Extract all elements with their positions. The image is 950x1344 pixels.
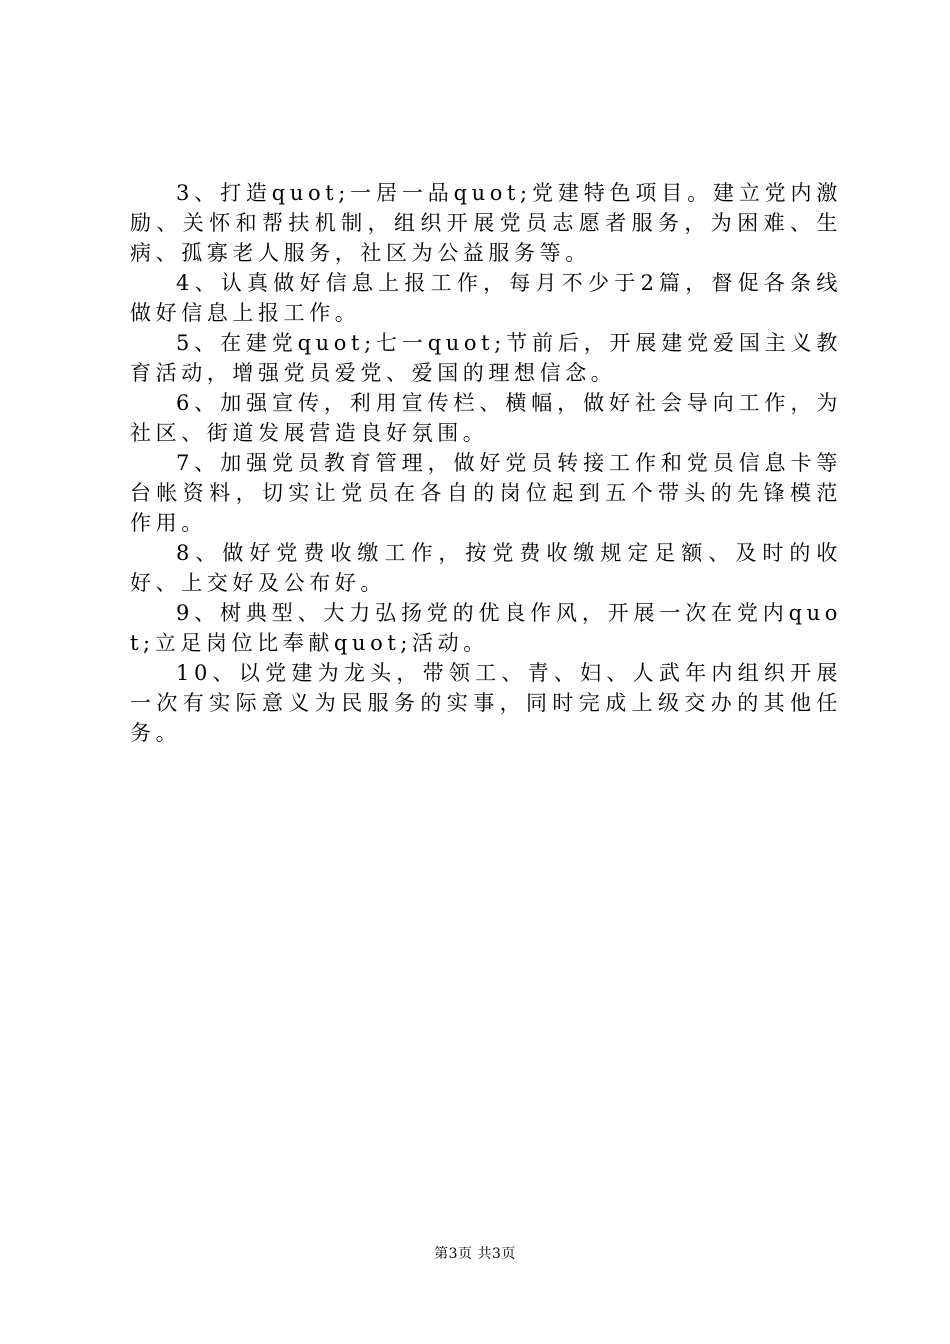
paragraph-item-6: 6、加强宣传，利用宣传栏、横幅，做好社会导向工作，为社区、街道发展营造良好氛围。 [130, 391, 842, 445]
paragraph-item-4: 4、认真做好信息上报工作，每月不少于2篇，督促各条线做好信息上报工作。 [130, 271, 842, 325]
paragraph-item-8: 8、做好党费收缴工作，按党费收缴规定足额、及时的收好、上交好及公布好。 [130, 541, 842, 595]
page-number-indicator: 第3页 共3页 [434, 1246, 516, 1262]
paragraph-item-3: 3、打造quot;一居一品quot;党建特色项目。建立党内激励、关怀和帮扶机制，组织开展党员志愿者服务，为困难、生病、孤寡老人服务，社区为公益服务等。 [130, 181, 842, 265]
paragraph-item-7: 7、加强党员教育管理，做好党员转接工作和党员信息卡等台帐资料，切实让党员在各自的岗位起到五个带头的先锋模范作用。 [130, 451, 842, 535]
paragraph-item-10: 10、以党建为龙头，带领工、青、妇、人武年内组织开展一次有实际意义为民服务的实事，同时完成上级交办的其他任务。 [130, 661, 842, 745]
paragraph-item-9: 9、树典型、大力弘扬党的优良作风，开展一次在党内quot;立足岗位比奉献quot;活动。 [130, 601, 842, 655]
page-footer [0, 1244, 950, 1264]
document-body [130, 178, 842, 748]
paragraph-item-5: 5、在建党quot;七一quot;节前后，开展建党爱国主义教育活动，增强党员爱党、爱国的理想信念。 [130, 331, 842, 385]
